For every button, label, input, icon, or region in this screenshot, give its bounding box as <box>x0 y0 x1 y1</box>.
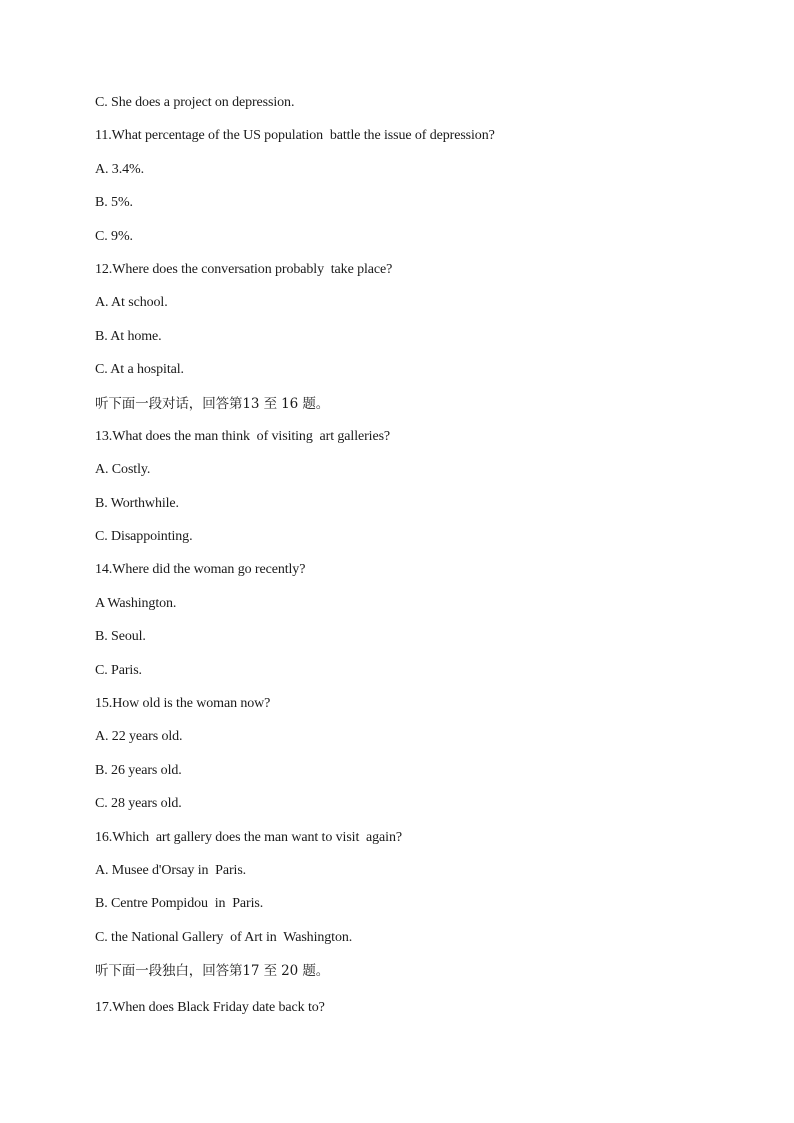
option-a-q12: A. At school. <box>95 295 168 311</box>
option-c-q16: C. the National Gallery of Art in Washington. <box>95 929 353 945</box>
option-b-q12: B. At home. <box>95 328 162 344</box>
question-14: 14.Where did the woman go recently? <box>95 562 306 578</box>
option-a-q11: A. 3.4%. <box>95 161 144 177</box>
option-a-q14: A Washington. <box>95 595 177 611</box>
option-b-q14: B. Seoul. <box>95 629 146 645</box>
question-list <box>95 92 735 1031</box>
option-a-q16: A. Musee d'Orsay in Paris. <box>95 862 247 878</box>
question-12: 12.Where does the conversation probably take place? <box>95 261 393 277</box>
question-17: 17.When does Black Friday date back to? <box>95 1000 325 1016</box>
option-c-q10: C. She does a project on depression. <box>95 95 295 110</box>
option-c-q14: C. Paris. <box>95 662 142 678</box>
option-b-q13: B. Worthwhile. <box>95 495 179 511</box>
question-15: 15.How old is the woman now? <box>95 696 271 712</box>
section-instruction-13-16: 听下面一段对话，回答第13 至 16 题。 <box>95 395 330 412</box>
option-c-q13: C. Disappointing. <box>95 529 193 545</box>
option-b-q11: B. 5%. <box>95 195 133 211</box>
question-13: 13.What does the man think of visiting art galleries? <box>95 428 391 444</box>
question-16: 16.Which art gallery does the man want to visit again? <box>95 829 402 845</box>
section-instruction-17-20: 听下面一段独白，回答第17 至 20 题。 <box>95 963 330 980</box>
option-b-q15: B. 26 years old. <box>95 762 182 778</box>
question-11: 11.What percentage of the US population battle the issue of depression? <box>95 128 495 144</box>
option-a-q15: A. 22 years old. <box>95 729 183 745</box>
option-a-q13: A. Costly. <box>95 462 151 478</box>
option-c-q12: C. At a hospital. <box>95 362 184 378</box>
option-b-q16: B. Centre Pompidou in Paris. <box>95 896 264 912</box>
option-c-q15: C. 28 years old. <box>95 796 182 812</box>
option-c-q11: C. 9%. <box>95 228 133 244</box>
